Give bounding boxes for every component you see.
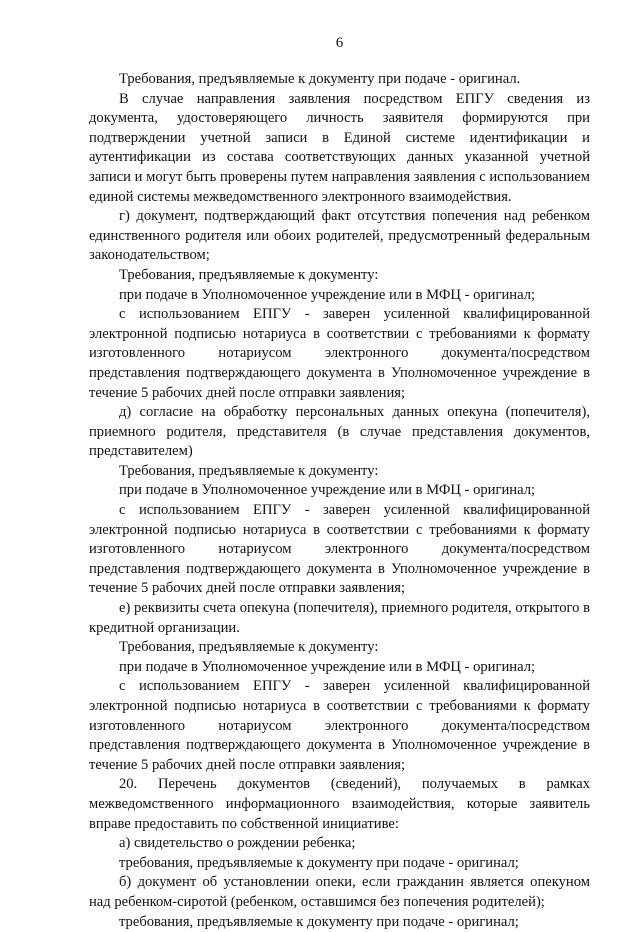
- paragraph-item-g: г) документ, подтверждающий факт отсутствия попечения над ребенком единственного родителя или обоих родителей, предусмотренный федеральным законодательством;: [89, 208, 590, 264]
- paragraph-requirements-heading: Требования, предъявляемые к документу:: [119, 639, 379, 656]
- paragraph-epgu-notary: с использованием ЕПГУ - заверен усиленной квалифицированной электронной подписью нотариуса в соответствии с требованиями к формату изготовленного нотариусом электронного документа/посредством представления подтверждающего документа в Уполномоченное учреждение в течение 5 рабочих дней после отправки заявления;: [89, 502, 590, 597]
- page-number: 6: [335, 35, 344, 51]
- document-body: [89, 70, 590, 932]
- paragraph-requirements-original: Требования, предъявляемые к документу при подаче - оригинал.: [119, 71, 521, 87]
- paragraph-mfc-original: при подаче в Уполномоченное учреждение или в МФЦ - оригинал;: [119, 482, 536, 499]
- paragraph-epgu-identity: В случае направления заявления посредством ЕПГУ сведения из документа, удостоверяющего личность заявителя формируются при подтверждении учетной записи в Единой системе идентификации и аутентификации из состава соответствующих данных указанной учетной записи и могут быть проверены путем направления заявления с использованием единой системы межведомственного электронного взаимодействия.: [89, 90, 590, 205]
- paragraph-epgu-notary: с использованием ЕПГУ - заверен усиленной квалифицированной электронной подписью нотариуса в соответствии с требованиями к формату изготовленного нотариусом электронного документа/посредством представления подтверждающего документа в Уполномоченное учреждение в течение 5 рабочих дней после отправки заявления;: [89, 678, 590, 773]
- paragraph-mfc-original: при подаче в Уполномоченное учреждение или в МФЦ - оригинал;: [119, 286, 536, 303]
- paragraph-requirements-original: требования, предъявляемые к документу при подаче - оригинал;: [119, 913, 519, 930]
- paragraph-item-d: д) согласие на обработку персональных данных опекуна (попечителя), приемного родителя, представителя (в случае представления документов, представителем): [89, 404, 590, 460]
- paragraph-epgu-notary: с использованием ЕПГУ - заверен усиленной квалифицированной электронной подписью нотариуса в соответствии с требованиями к формату изготовленного нотариусом электронного документа/посредством представления подтверждающего документа в Уполномоченное учреждение в течение 5 рабочих дней после отправки заявления;: [89, 306, 590, 401]
- paragraph-item-e: е) реквизиты счета опекуна (попечителя), приемного родителя, открытого в кредитной организации.: [89, 600, 590, 636]
- paragraph-requirements-heading: Требования, предъявляемые к документу:: [119, 266, 379, 283]
- paragraph-requirements-original: требования, предъявляемые к документу при подаче - оригинал;: [119, 854, 519, 871]
- paragraph-requirements-heading: Требования, предъявляемые к документу:: [119, 462, 379, 479]
- paragraph-item-a: а) свидетельство о рождении ребенка;: [119, 835, 356, 852]
- paragraph-item-20: 20. Перечень документов (сведений), получаемых в рамках межведомственного информационного взаимодействия, которые заявитель вправе предоставить по собственной инициативе:: [89, 776, 590, 832]
- paragraph-mfc-original: при подаче в Уполномоченное учреждение или в МФЦ - оригинал;: [119, 658, 536, 675]
- paragraph-item-b: б) документ об установлении опеки, если гражданин является опекуном над ребенком-сиротой (ребенком, оставшимся без попечения родителей);: [89, 874, 590, 910]
